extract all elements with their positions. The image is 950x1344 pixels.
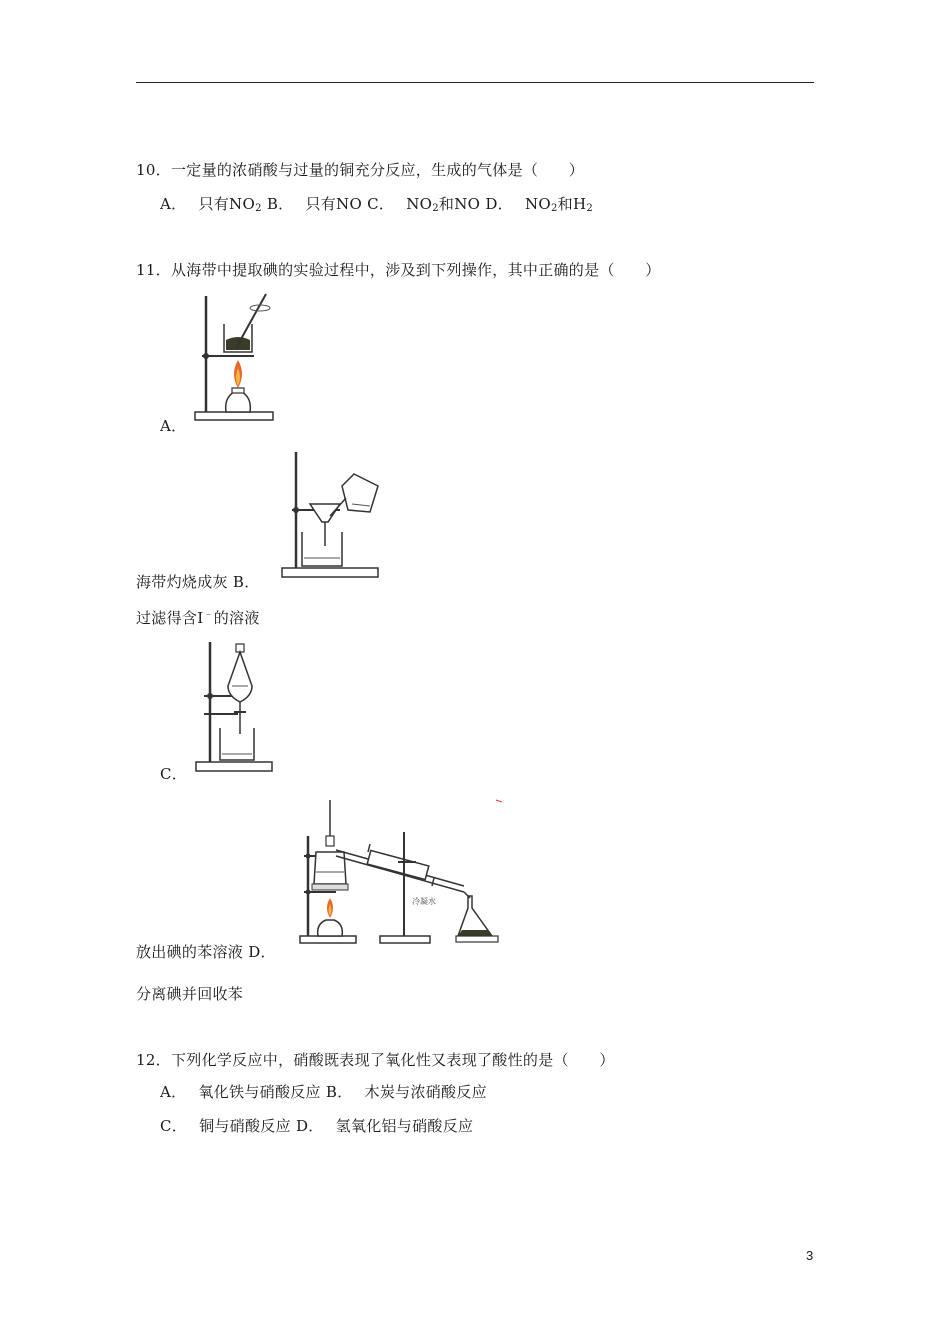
header-rule [136,82,814,83]
q10-opt-c-label: C． [367,195,395,213]
q12-opt-b-label: B． [325,1083,353,1101]
q12-options-cd [160,1116,473,1136]
q11-caption-a-line [136,572,260,592]
q10-opt-d-label: D． [485,195,513,213]
q10-opt-a: 只有$NO_2$ [198,195,262,214]
page-number: 3 [806,1248,814,1263]
q12-opt-a-label: A． [160,1083,187,1101]
figure-d-distillation [296,796,506,948]
q11-label-a: A． [160,417,187,435]
condenser-water-label: 冷凝水 [412,897,436,906]
q12-opt-c: 铜与硝酸反应 [199,1117,291,1135]
q10-stem: 10．一定量的浓硝酸与过量的铜充分反应，生成的气体是（ ） [136,161,585,179]
q11-caption-c-line [136,942,276,962]
q11-label-d: D． [248,943,276,961]
q11-caption-d: 分离碘并回收苯 [136,985,244,1003]
q10-opt-b: 只有NO [305,195,363,213]
q12-options-ab [160,1082,487,1102]
q12-opt-d: 氢氧化铝与硝酸反应 [335,1117,474,1135]
q10-opt-c: $NO_2$和NO [406,195,481,214]
q10-opt-d: $NO_2$和$H_2$ [524,195,594,214]
q11-label-b: B． [232,573,260,591]
q12-opt-c-label: C． [160,1117,188,1135]
q11-stem: 11．从海带中提取碘的实验过程中，涉及到下列操作，其中正确的是（ ） [136,261,661,279]
q12-opt-d-label: D． [295,1117,324,1135]
q11-caption-a: 海带灼烧成灰 [136,573,228,591]
q11-label-c: C． [160,765,188,783]
figure-b-filtration [280,446,386,582]
q12-opt-a: 氧化铁与硝酸反应 [198,1083,321,1101]
q10-opt-a-label: A． [160,195,187,213]
q11-caption-b: 过滤得含I﹣的溶液 [136,609,260,627]
q10-opt-b-label: B． [266,195,294,213]
figure-c-separatory-funnel [190,638,276,774]
q11-caption-c: 放出碘的苯溶液 [136,943,244,961]
q12-stem: 12．下列化学反应中，硝酸既表现了氧化性又表现了酸性的是（ ） [136,1051,615,1069]
figure-a-ignition [190,288,280,428]
q10-options [160,194,593,214]
q12-opt-b: 木炭与浓硝酸反应 [364,1083,487,1101]
